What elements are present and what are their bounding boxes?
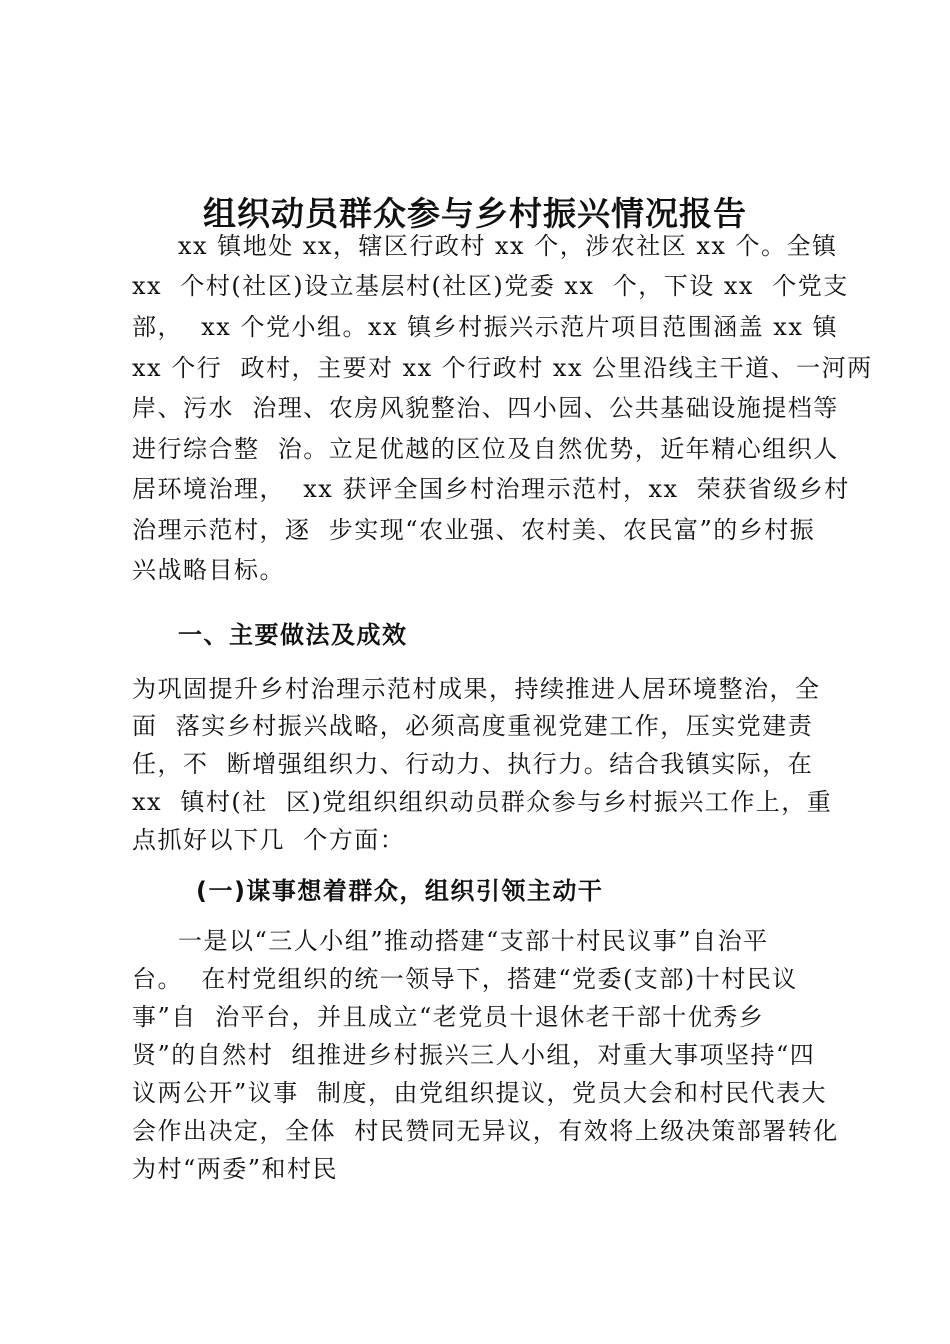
- intro-line-4: xx 个行 政村，主要对 xx 个行政村 xx 公里沿线主干道、一河两: [132, 354, 873, 382]
- intro-line-9: 兴战略目标。: [132, 556, 285, 584]
- document-title: 组织动员群众参与乡村振兴情况报告: [203, 194, 747, 233]
- subsection1-line-2: 台。 在村党组织的统一领导下，搭建“党委(支部)十村民议: [132, 965, 798, 993]
- subsection1-line-6: 会作出决定，全体 村民赞同无异议，有效将上级决策部署转化: [132, 1117, 839, 1145]
- subsection1-line-1: 一是以“三人小组”推动搭建“支部十村民议事”自治平: [178, 927, 769, 955]
- subsection1-line-7: 为村“两委”和村民: [132, 1155, 339, 1183]
- section1-line-1: 为巩固提升乡村治理示范村成果，持续推进人居环境整治，全: [132, 675, 821, 703]
- subsection1-line-4: 贤”的自然村 组推进乡村振兴三人小组，对重大事项坚持“四: [132, 1041, 816, 1069]
- subsection1-line-3: 事”自 治平台，并且成立“老党员十退休老干部十优秀乡: [132, 1003, 765, 1031]
- section1-line-3: 任，不 断增强组织力、行动力、执行力。结合我镇实际，在: [132, 750, 814, 778]
- intro-line-7: 居环境治理， xx 获评全国乡村治理示范村，xx 荣获省级乡村: [132, 475, 850, 503]
- intro-line-8: 治理示范村，逐 步实现“农业强、农村美、农民富”的乡村振: [132, 516, 816, 544]
- intro-line-1: xx 镇地处 xx，辖区行政村 xx 个，涉农社区 xx 个。全镇: [178, 232, 838, 260]
- section1-line-2: 面 落实乡村振兴战略，必须高度重视党建工作，压实党建责: [132, 712, 814, 740]
- section1-line-4: xx 镇村(社 区)党组织组织动员群众参与乡村振兴工作上，重: [132, 788, 833, 816]
- intro-line-6: 进行综合整 治。立足优越的区位及自然优势，近年精心组织人: [132, 435, 839, 463]
- subsection-heading-1: (一)谋事想着群众，组织引领主动干: [196, 877, 604, 905]
- intro-line-3: 部， xx 个党小组。xx 镇乡村振兴示范片项目范围涵盖 xx 镇: [132, 313, 838, 341]
- subsection1-line-5: 议两公开”议事 制度，由党组织提议，党员大会和村民代表大: [132, 1079, 828, 1107]
- section1-line-5: 点抓好以下几 个方面：: [132, 826, 406, 854]
- intro-line-5: 岸、污水 治理、农房风貌整治、四小园、公共基础设施提档等: [132, 394, 839, 422]
- section-heading-1: 一、主要做法及成效: [178, 621, 408, 649]
- intro-line-2: xx 个村(社区)设立基层村(社区)党委 xx 个，下设 xx 个党支: [132, 272, 849, 300]
